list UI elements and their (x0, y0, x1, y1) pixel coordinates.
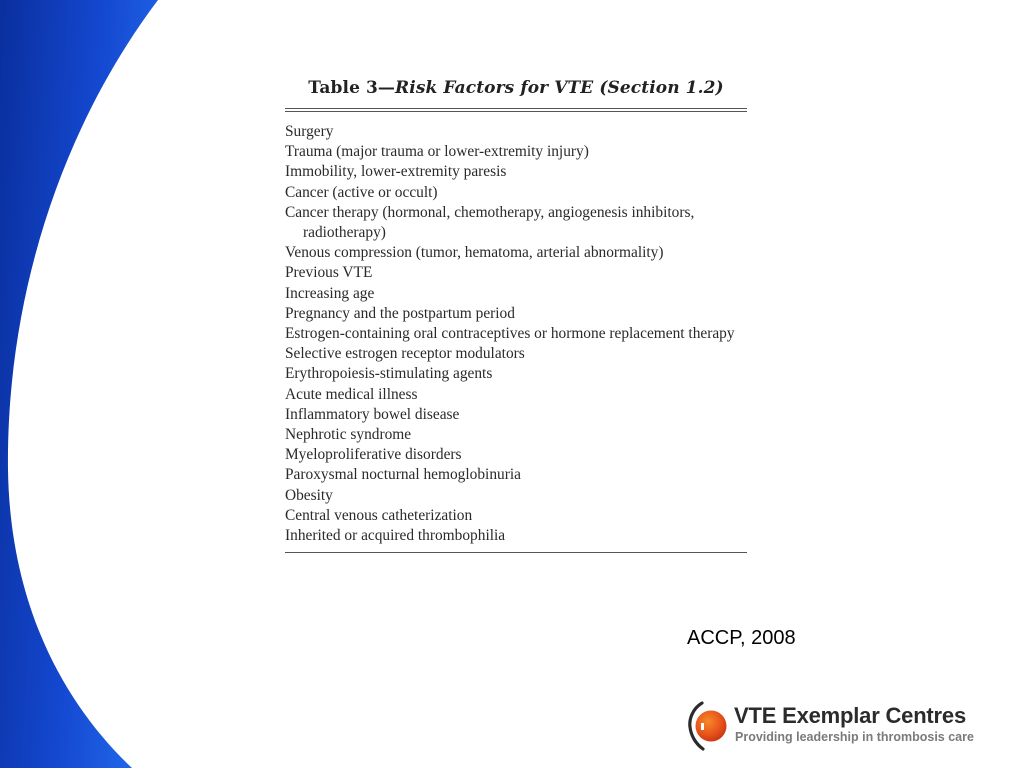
risk-factor-item: Immobility, lower-extremity paresis (285, 163, 507, 181)
risk-factor-item: Estrogen-containing oral contraceptives or hormone replacement therapy (285, 325, 735, 343)
risk-factor-item: Pregnancy and the postpartum period (285, 304, 515, 322)
risk-factor-item: Erythropoiesis-stimulating agents (285, 365, 493, 383)
risk-factor-item: Acute medical illness (285, 385, 418, 403)
table-top-rule (285, 108, 747, 112)
logo-tagline: Providing leadership in thrombosis care (735, 730, 974, 744)
table-title (285, 78, 747, 98)
risk-factor-item: Inflammatory bowel disease (285, 405, 460, 423)
risk-factor-item: Cancer (active or occult) (285, 183, 438, 201)
risk-factors-table (285, 78, 747, 553)
logo-name: VTE Exemplar Centres (734, 703, 966, 728)
risk-factor-item: Cancer therapy (hormonal, chemotherapy, angiogenesis inhibitors, radiotherapy) (285, 203, 695, 242)
risk-factor-item: Increasing age (285, 284, 375, 302)
risk-factor-item: Trauma (major trauma or lower-extremity injury) (285, 143, 589, 161)
table-bottom-rule (285, 552, 747, 553)
risk-factor-item: Paroxysmal nocturnal hemoglobinuria (285, 466, 521, 484)
risk-factor-item: Venous compression (tumor, hematoma, arterial abnormality) (285, 244, 664, 262)
risk-factor-item: Previous VTE (285, 264, 373, 282)
table-title-prefix: Table 3— (308, 78, 396, 98)
vte-exemplar-logo (688, 700, 998, 752)
table-title-text: Risk Factors for VTE (Section 1.2) (395, 78, 724, 98)
risk-factor-item: Inherited or acquired thrombophilia (285, 527, 506, 545)
risk-factor-item: Nephrotic syndrome (285, 426, 412, 444)
risk-factor-list (285, 122, 747, 546)
risk-factor-item: Obesity (285, 486, 333, 504)
risk-factor-item: Selective estrogen receptor modulators (285, 345, 525, 363)
risk-factor-item: Central venous catheterization (285, 506, 473, 524)
vte-logo-icon (688, 700, 730, 752)
citation: ACCP, 2008 (687, 627, 796, 649)
risk-factor-item: Surgery (285, 123, 334, 140)
risk-factor-item: Myeloproliferative disorders (285, 446, 462, 464)
